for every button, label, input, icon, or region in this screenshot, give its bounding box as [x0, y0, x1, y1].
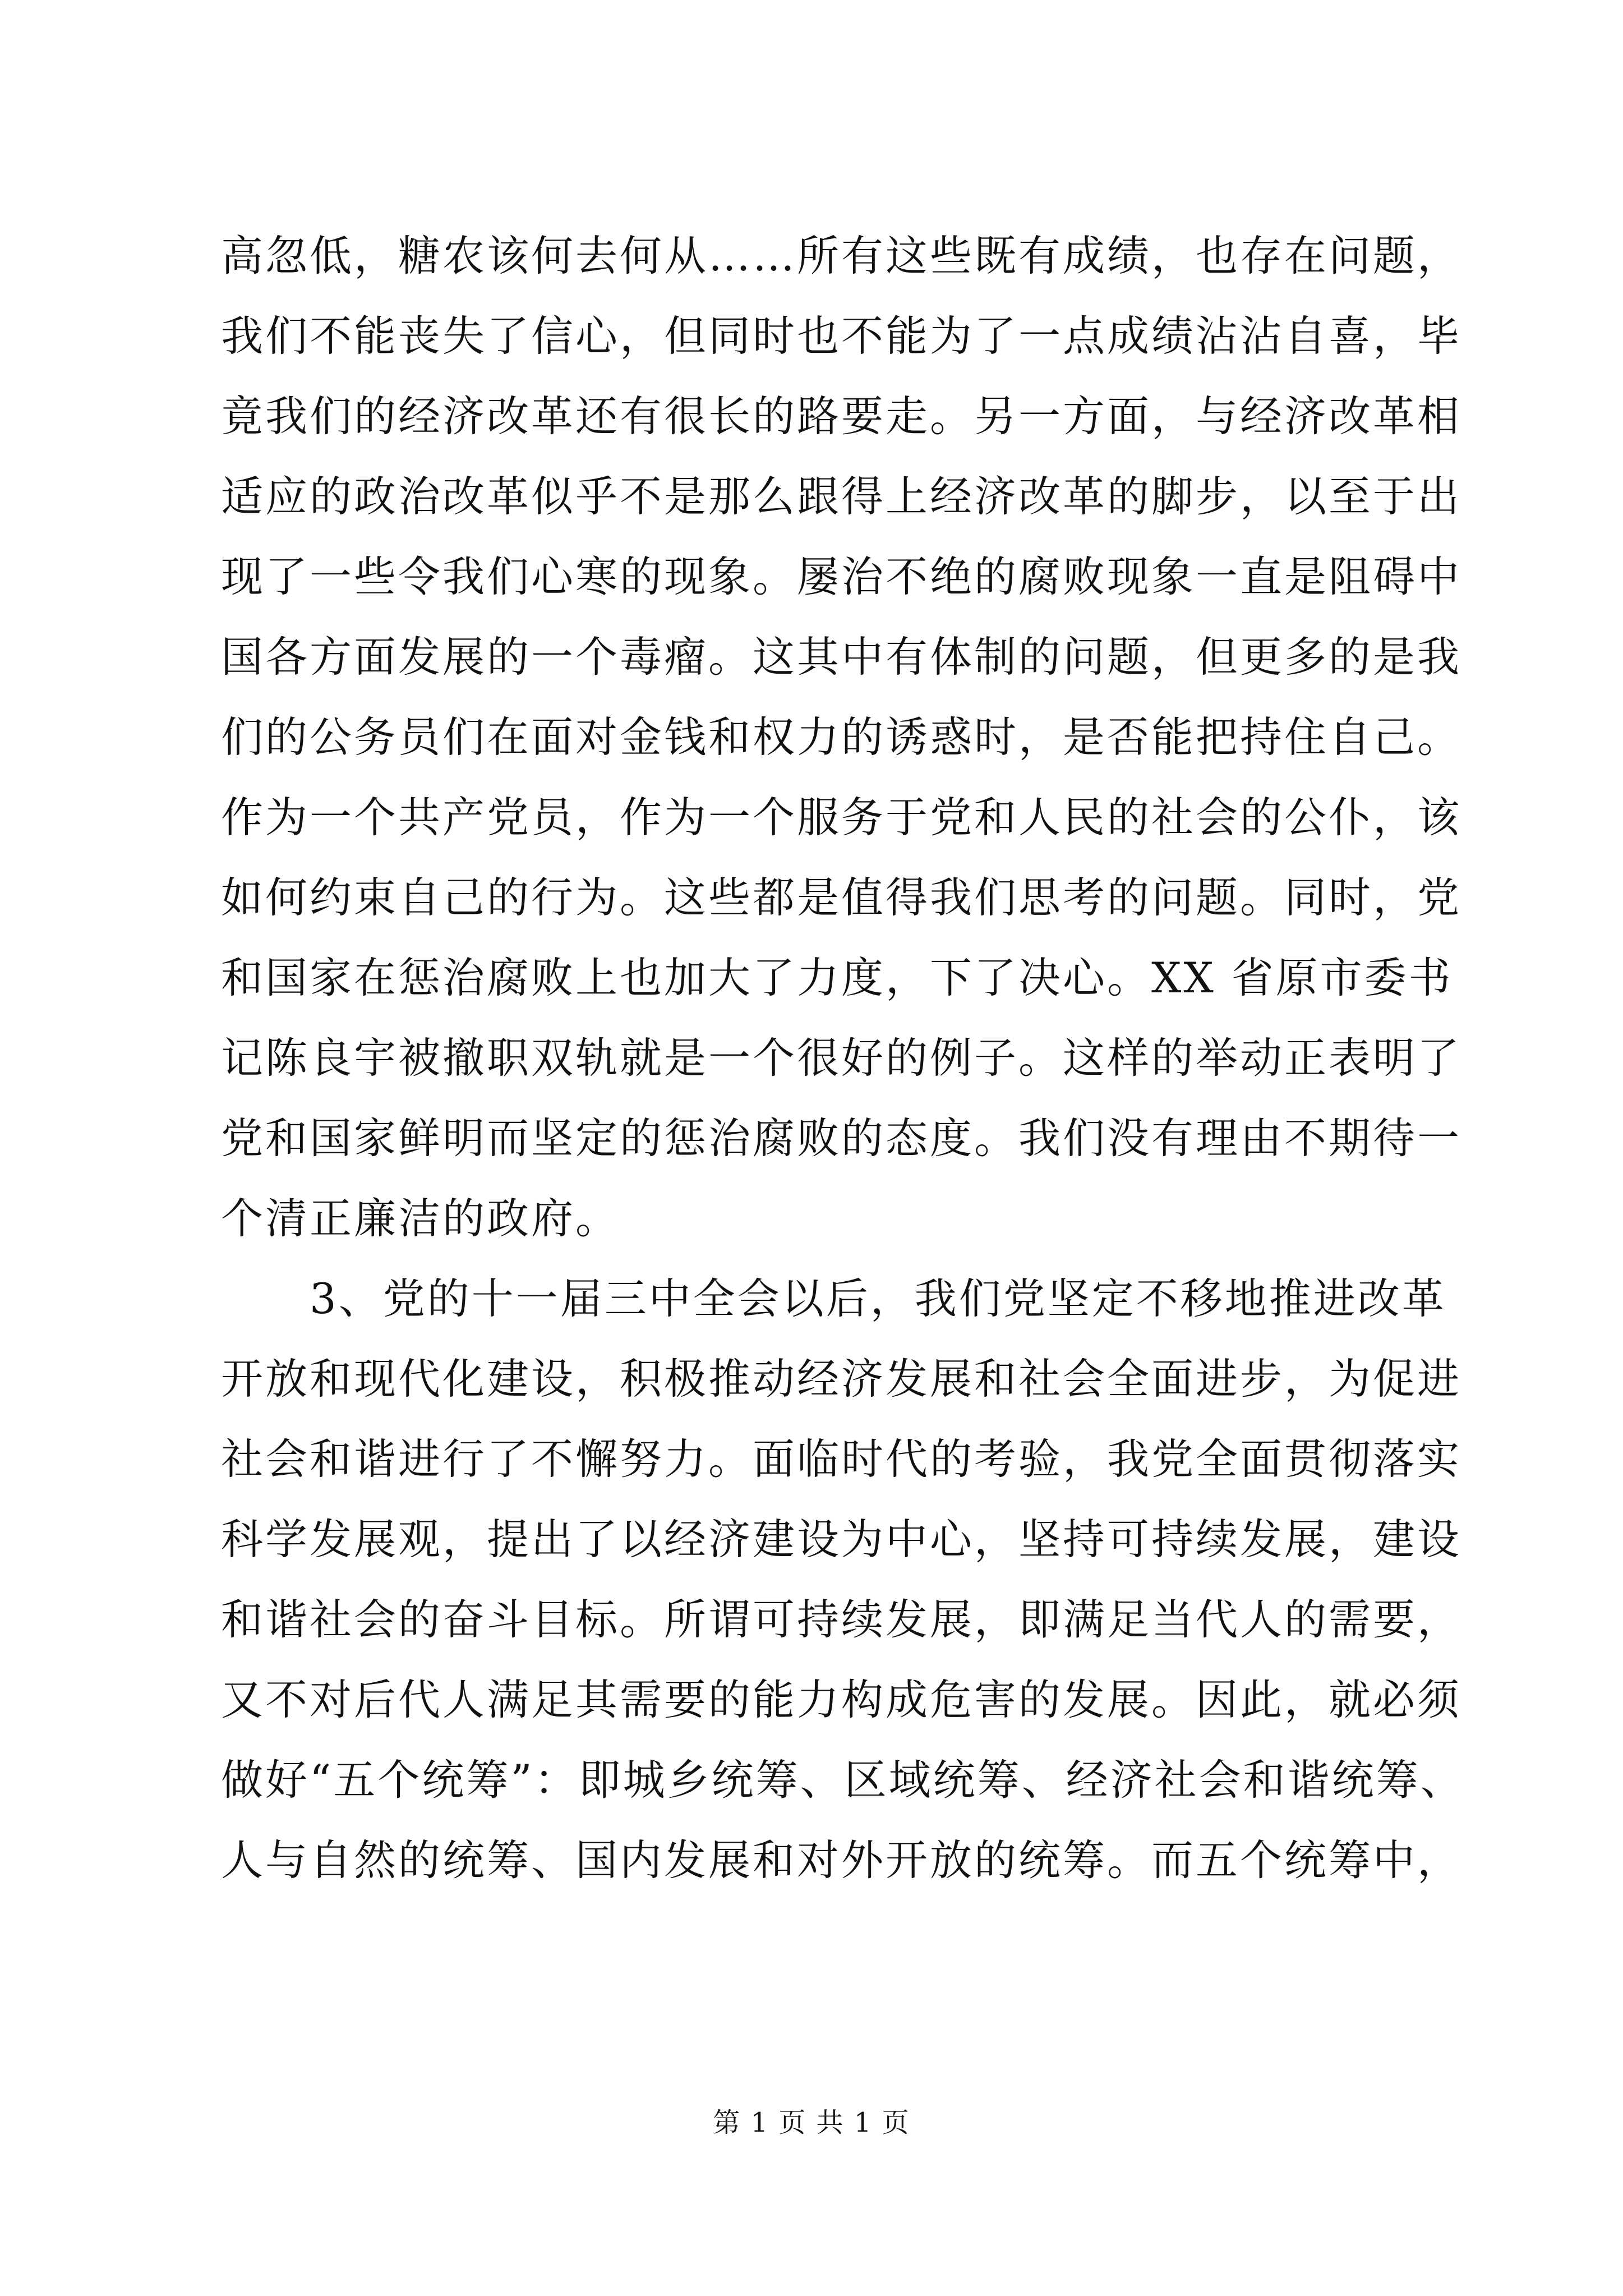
text-line: 们的公务员们在面对金钱和权力的诱惑时，是否能把持住自己。 [221, 712, 1462, 762]
text-line: 如何约束自己的行为。这些都是值得我们思考的问题。同时，党 [221, 873, 1462, 922]
text-line: 作为一个共产党员，作为一个服务于党和人民的社会的公仆，该 [221, 793, 1462, 842]
text-line: 高忽低，糖农该何去何从……所有这些既有成绩，也存在问题， [221, 231, 1462, 280]
text-line: 科学发展观，提出了以经济建设为中心，坚持可持续发展，建设 [221, 1515, 1462, 1564]
text-line: 和谐社会的奋斗目标。所谓可持续发展，即满足当代人的需要， [221, 1595, 1462, 1644]
text-line: 适应的政治改革似乎不是那么跟得上经济改革的脚步，以至于出 [221, 472, 1462, 521]
text-line: 个清正廉洁的政府。 [221, 1194, 620, 1243]
text-line: 人与自然的统筹、国内发展和对外开放的统筹。而五个统筹中， [221, 1835, 1462, 1885]
text-line: 和国家在惩治腐败上也加大了力度，下了决心。XX 省原市委书 [221, 953, 1453, 1002]
text-line: 现了一些令我们心寒的现象。屡治不绝的腐败现象一直是阻碍中 [221, 552, 1462, 601]
text-line: 我们不能丧失了信心，但同时也不能为了一点成绩沾沾自喜，毕 [221, 311, 1462, 361]
page-footer: 第 1 页 共 1 页 [713, 2107, 910, 2138]
text-line: 3、党的十一届三中全会以后，我们党坚定不移地推进改革 [221, 1274, 1446, 1323]
text-line: 记陈良宇被撤职双轨就是一个很好的例子。这样的举动正表明了 [221, 1033, 1462, 1083]
text-line: 又不对后代人满足其需要的能力构成危害的发展。因此，就必须 [221, 1675, 1462, 1724]
text-line: 社会和谐进行了不懈努力。面临时代的考验，我党全面贯彻落实 [221, 1434, 1462, 1484]
paragraph-1 [221, 216, 1623, 1259]
text-line: 开放和现代化建设，积极推动经济发展和社会全面进步，为促进 [221, 1354, 1462, 1404]
text-line: 做好“五个统筹”：即城乡统筹、区域统筹、经济社会和谐统筹、 [221, 1755, 1465, 1805]
text-line: 国各方面发展的一个毒瘤。这其中有体制的问题，但更多的是我 [221, 632, 1462, 682]
text-line: 党和国家鲜明而坚定的惩治腐败的态度。我们没有理由不期待一 [221, 1114, 1462, 1163]
text-line: 竟我们的经济改革还有很长的路要走。另一方面，与经济改革相 [221, 392, 1462, 441]
paragraph-2 [221, 1259, 1623, 1901]
document-body [221, 216, 1623, 1901]
